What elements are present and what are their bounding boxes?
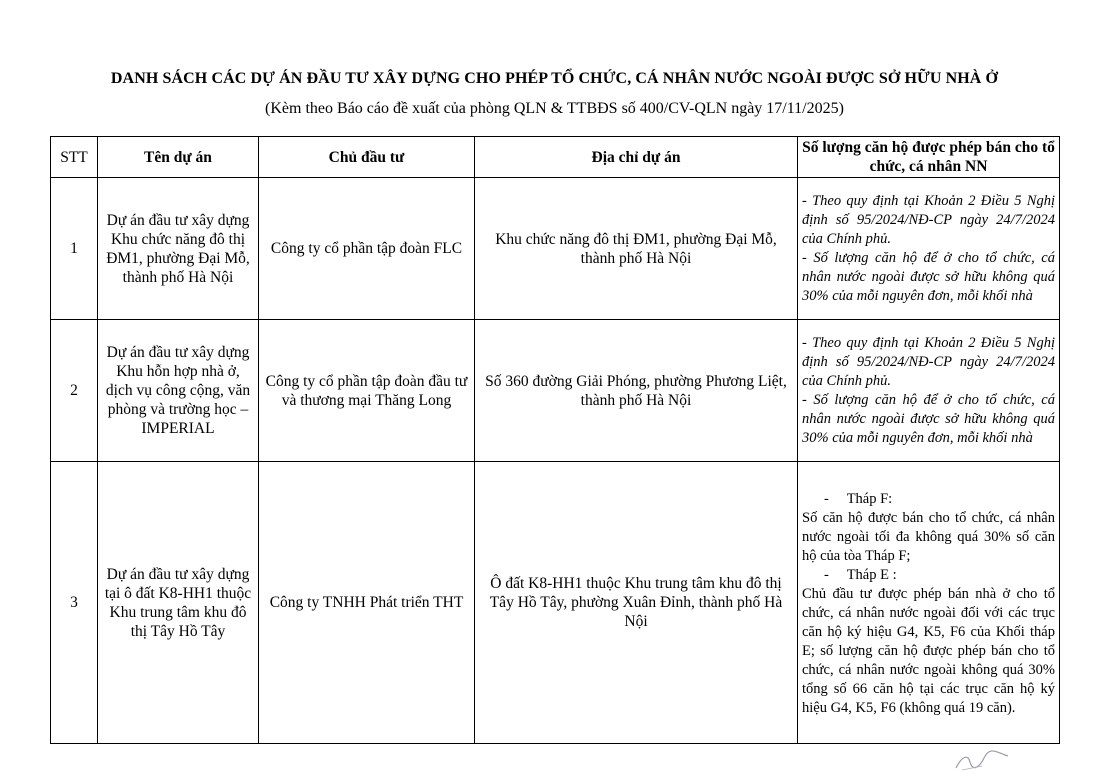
row-stt: 3 <box>51 462 98 744</box>
table-row <box>51 462 1060 744</box>
row-quota <box>798 178 1060 320</box>
row-investor: Công ty TNHH Phát triển THT <box>259 462 475 744</box>
header-stt: STT <box>51 137 98 178</box>
row-stt: 1 <box>51 178 98 320</box>
row-address: Khu chức năng đô thị ĐM1, phường Đại Mỗ, thành phố Hà Nội <box>475 178 798 320</box>
row-address: Số 360 đường Giải Phóng, phường Phương Liệt, thành phố Hà Nội <box>475 320 798 462</box>
tower-f-text: Số căn hộ được bán cho tổ chức, cá nhân nước ngoài tối đa không quá 30% số căn hộ của tòa Tháp F; <box>802 509 1055 564</box>
table-row <box>51 178 1060 320</box>
quota-line: - Theo quy định tại Khoản 2 Điều 5 Nghị định số 95/2024/NĐ-CP ngày 24/7/2024 của Chính phủ. <box>802 334 1055 389</box>
quota-line: - Số lượng căn hộ để ở cho tổ chức, cá nhân nước ngoài được sở hữu không quá 30% của mỗi nguyên đơn, mỗi khối nhà <box>802 249 1055 304</box>
quota-line: - Theo quy định tại Khoản 2 Điều 5 Nghị định số 95/2024/NĐ-CP ngày 24/7/2024 của Chính phủ. <box>802 192 1055 247</box>
project-table <box>50 136 1060 744</box>
quota-line: - Số lượng căn hộ để ở cho tổ chức, cá nhân nước ngoài được sở hữu không quá 30% của mỗi nguyên đơn, mỗi khối nhà <box>802 391 1055 446</box>
row-address: Ô đất K8-HH1 thuộc Khu trung tâm khu đô thị Tây Hồ Tây, phường Xuân Đỉnh, thành phố Hà Nội <box>475 462 798 744</box>
row-stt: 2 <box>51 320 98 462</box>
tower-f-label: - Tháp F: <box>824 490 893 507</box>
tower-e-label: - Tháp E : <box>824 566 897 583</box>
header-project-name: Tên dự án <box>98 137 259 178</box>
header-investor: Chủ đầu tư <box>259 137 475 178</box>
row-project-name: Dự án đầu tư xây dựng Khu hỗn hợp nhà ở, dịch vụ công cộng, văn phòng và trường học – IMPERIAL <box>98 320 259 462</box>
table-header-row <box>51 137 1060 178</box>
signature-mark <box>952 748 1012 774</box>
row-project-name: Dự án đầu tư xây dựng Khu chức năng đô thị ĐM1, phường Đại Mỗ, thành phố Hà Nội <box>98 178 259 320</box>
tower-e-text: Chủ đầu tư được phép bán nhà ở cho tổ chức, cá nhân nước ngoài đối với các trục căn hộ ký hiệu G4, K5, F6 của Khối tháp E; số lượng căn hộ được phép bán cho tổ chức, cá nhân nước ngoài không quá 30% tổng số 66 căn hộ tại các trục căn hộ ký hiệu G4, K5, F6 (không quá 19 căn). <box>802 585 1055 716</box>
row-investor: Công ty cổ phần tập đoàn FLC <box>259 178 475 320</box>
header-address: Địa chỉ dự án <box>475 137 798 178</box>
row-quota <box>798 462 1060 744</box>
row-investor: Công ty cổ phần tập đoàn đầu tư và thương mại Thăng Long <box>259 320 475 462</box>
table-row <box>51 320 1060 462</box>
row-project-name: Dự án đầu tư xây dựng tại ô đất K8-HH1 thuộc Khu trung tâm khu đô thị Tây Hồ Tây <box>98 462 259 744</box>
document-title: DANH SÁCH CÁC DỰ ÁN ĐẦU TƯ XÂY DỰNG CHO PHÉP TỔ CHỨC, CÁ NHÂN NƯỚC NGOÀI ĐƯỢC SỞ HỮU NHÀ Ở <box>110 70 999 87</box>
document-subtitle: (Kèm theo Báo cáo đề xuất của phòng QLN & TTBĐS số 400/CV-QLN ngày 17/11/2025) <box>265 100 844 117</box>
header-quota: Số lượng căn hộ được phép bán cho tổ chức, cá nhân NN <box>798 137 1060 178</box>
row-quota <box>798 320 1060 462</box>
